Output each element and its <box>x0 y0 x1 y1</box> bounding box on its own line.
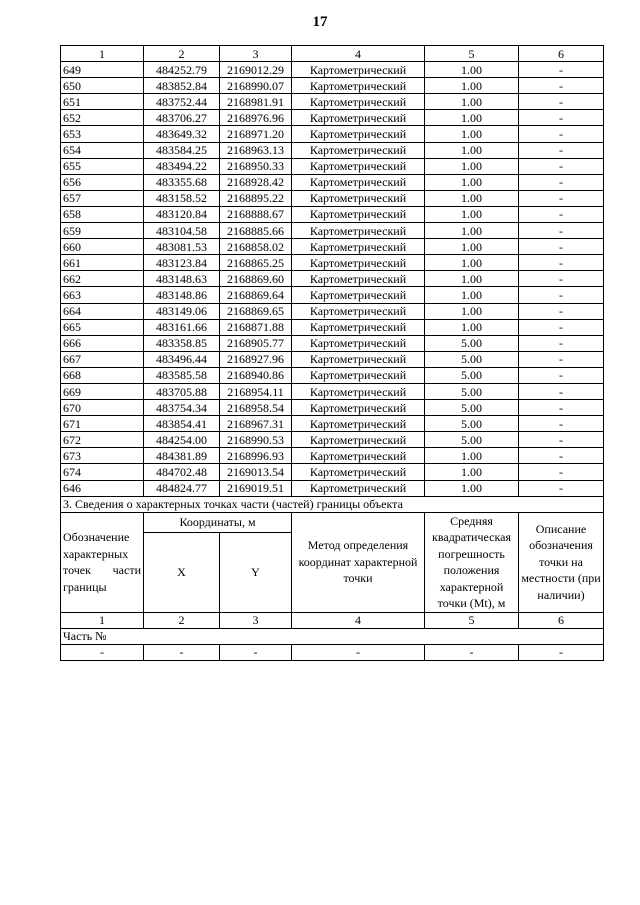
table-cell: 1.00 <box>425 319 519 335</box>
boundary-points-table <box>60 45 604 661</box>
table-cell: - <box>519 335 604 351</box>
table-cell: 654 <box>61 142 144 158</box>
table-cell: Картометрический <box>292 416 425 432</box>
table-row <box>61 383 604 399</box>
table-cell: - <box>519 62 604 78</box>
point-label-header: Обозначение характерных точек части границы <box>61 512 144 612</box>
table-cell: 667 <box>61 351 144 367</box>
table-cell: - <box>519 255 604 271</box>
part-number-row <box>61 628 604 644</box>
table-cell: 483584.25 <box>144 142 220 158</box>
table-cell: Картометрический <box>292 126 425 142</box>
table-cell: - <box>519 367 604 383</box>
table-cell: - <box>519 319 604 335</box>
table-cell: 2168871.88 <box>220 319 292 335</box>
table-cell: 484252.79 <box>144 62 220 78</box>
empty-data-row <box>61 644 604 660</box>
table-row <box>61 223 604 239</box>
table-cell: 483104.58 <box>144 223 220 239</box>
table-row <box>61 62 604 78</box>
table-cell: 661 <box>61 255 144 271</box>
table-cell: 2169012.29 <box>220 62 292 78</box>
table-cell: 674 <box>61 464 144 480</box>
part-number-label: Часть № <box>61 628 604 644</box>
table-cell: 669 <box>61 383 144 399</box>
table-cell: 659 <box>61 223 144 239</box>
table-cell: - <box>519 126 604 142</box>
table-cell: Картометрический <box>292 271 425 287</box>
table-cell: Картометрический <box>292 464 425 480</box>
table-cell: 483754.34 <box>144 400 220 416</box>
table-cell: - <box>519 158 604 174</box>
table-cell: - <box>519 480 604 496</box>
table-cell: 483854.41 <box>144 416 220 432</box>
table-cell: 649 <box>61 62 144 78</box>
table-cell: 2168869.60 <box>220 271 292 287</box>
table-cell: - <box>519 206 604 222</box>
table-cell: Картометрический <box>292 158 425 174</box>
table-cell: 483123.84 <box>144 255 220 271</box>
table-row <box>61 126 604 142</box>
table-cell: 483355.68 <box>144 174 220 190</box>
column-number: 3 <box>220 46 292 62</box>
table-cell: 1.00 <box>425 174 519 190</box>
table-cell: 656 <box>61 174 144 190</box>
table-cell: Картометрический <box>292 142 425 158</box>
table-cell: 1.00 <box>425 94 519 110</box>
table-cell: 2168990.53 <box>220 432 292 448</box>
table-cell: Картометрический <box>292 239 425 255</box>
table-row <box>61 239 604 255</box>
table-cell: 666 <box>61 335 144 351</box>
table-cell: 658 <box>61 206 144 222</box>
table-cell: Картометрический <box>292 351 425 367</box>
table-cell: - <box>519 142 604 158</box>
table-cell: Картометрический <box>292 206 425 222</box>
table-body <box>61 46 604 497</box>
column-number: 5 <box>425 612 519 628</box>
table-cell: 483358.85 <box>144 335 220 351</box>
table-cell: 2169019.51 <box>220 480 292 496</box>
table-cell: 5.00 <box>425 416 519 432</box>
table-cell: - <box>61 644 144 660</box>
section-title-row <box>61 496 604 512</box>
table-cell: 2168954.11 <box>220 383 292 399</box>
table-cell: 5.00 <box>425 367 519 383</box>
table-cell: 655 <box>61 158 144 174</box>
table-cell: 483149.06 <box>144 303 220 319</box>
table-cell: Картометрический <box>292 319 425 335</box>
table-cell: 484824.77 <box>144 480 220 496</box>
table-cell: 670 <box>61 400 144 416</box>
table-cell: 657 <box>61 190 144 206</box>
table-cell: 2168888.67 <box>220 206 292 222</box>
table-cell: 2168869.65 <box>220 303 292 319</box>
table-cell: 483752.44 <box>144 94 220 110</box>
column-number: 3 <box>220 612 292 628</box>
table-cell: 5.00 <box>425 383 519 399</box>
column-number: 2 <box>144 46 220 62</box>
description-header: Описание обозначения точки на местности (при наличии) <box>519 512 604 612</box>
table-cell: 1.00 <box>425 464 519 480</box>
table-cell: 2168895.22 <box>220 190 292 206</box>
column-number: 2 <box>144 612 220 628</box>
table-cell: 665 <box>61 319 144 335</box>
table-cell: 2168990.07 <box>220 78 292 94</box>
table-cell: - <box>519 110 604 126</box>
table-cell: 483161.66 <box>144 319 220 335</box>
table-cell: 1.00 <box>425 62 519 78</box>
table-cell: 2168971.20 <box>220 126 292 142</box>
table-cell: 1.00 <box>425 287 519 303</box>
table-cell: - <box>519 190 604 206</box>
accuracy-header: Средняя квадратическая погрешность положения характерной точки (Mt), м <box>425 512 519 612</box>
table-cell: 2168885.66 <box>220 223 292 239</box>
table-cell: Картометрический <box>292 255 425 271</box>
table-cell: 1.00 <box>425 303 519 319</box>
table-cell: 2168967.31 <box>220 416 292 432</box>
table-cell: 2168905.77 <box>220 335 292 351</box>
table-cell: Картометрический <box>292 78 425 94</box>
table-row <box>61 480 604 496</box>
column-number: 1 <box>61 46 144 62</box>
table-cell: - <box>519 239 604 255</box>
table-cell: 483705.88 <box>144 383 220 399</box>
table-row <box>61 319 604 335</box>
table-row <box>61 142 604 158</box>
table-cell: 1.00 <box>425 206 519 222</box>
table-cell: Картометрический <box>292 383 425 399</box>
table-cell: 663 <box>61 287 144 303</box>
table-cell: - <box>519 287 604 303</box>
table-cell: 651 <box>61 94 144 110</box>
table-cell: 484381.89 <box>144 448 220 464</box>
table-cell: - <box>519 432 604 448</box>
table-cell: - <box>519 94 604 110</box>
table-cell: - <box>220 644 292 660</box>
table-cell: 646 <box>61 480 144 496</box>
table-cell: 652 <box>61 110 144 126</box>
table-cell: 5.00 <box>425 351 519 367</box>
x-header: X <box>144 532 220 612</box>
table-cell: 672 <box>61 432 144 448</box>
coordinates-header: Координаты, м <box>144 512 292 532</box>
table-cell: 2168963.13 <box>220 142 292 158</box>
table-cell: Картометрический <box>292 448 425 464</box>
table-cell: 1.00 <box>425 158 519 174</box>
column-number: 6 <box>519 612 604 628</box>
table-cell: - <box>519 383 604 399</box>
table-cell: - <box>519 174 604 190</box>
section-title: 3. Сведения о характерных точках части (частей) границы объекта <box>61 496 604 512</box>
table-cell: 2168940.86 <box>220 367 292 383</box>
table-cell: - <box>425 644 519 660</box>
table-cell: Картометрический <box>292 62 425 78</box>
table-cell: 660 <box>61 239 144 255</box>
table-cell: 2168927.96 <box>220 351 292 367</box>
table-row <box>61 335 604 351</box>
table-cell: 483120.84 <box>144 206 220 222</box>
table-cell: 2168958.54 <box>220 400 292 416</box>
table-cell: - <box>144 644 220 660</box>
table-cell: - <box>519 400 604 416</box>
column-number: 5 <box>425 46 519 62</box>
table-cell: Картометрический <box>292 335 425 351</box>
table-row <box>61 190 604 206</box>
table-cell: 1.00 <box>425 448 519 464</box>
table-cell: Картометрический <box>292 94 425 110</box>
table-row <box>61 158 604 174</box>
table-row <box>61 271 604 287</box>
section-number-row <box>61 612 604 628</box>
table-cell: - <box>519 303 604 319</box>
table-cell: - <box>519 416 604 432</box>
column-number: 4 <box>292 612 425 628</box>
table-cell: - <box>519 78 604 94</box>
table-cell: 483706.27 <box>144 110 220 126</box>
section-header-row-1 <box>61 512 604 532</box>
table-cell: 1.00 <box>425 239 519 255</box>
table-cell: - <box>292 644 425 660</box>
table-cell: 2169013.54 <box>220 464 292 480</box>
table-cell: 2168996.93 <box>220 448 292 464</box>
table-cell: - <box>519 464 604 480</box>
table-cell: - <box>519 223 604 239</box>
table-row <box>61 367 604 383</box>
table-cell: 1.00 <box>425 142 519 158</box>
table-row <box>61 448 604 464</box>
table-cell: 483585.58 <box>144 367 220 383</box>
table-cell: 1.00 <box>425 110 519 126</box>
table-row <box>61 255 604 271</box>
table-cell: 483496.44 <box>144 351 220 367</box>
table-cell: Картометрический <box>292 432 425 448</box>
table-cell: 483494.22 <box>144 158 220 174</box>
table-cell: 2168865.25 <box>220 255 292 271</box>
table-cell: - <box>519 351 604 367</box>
table-cell: 5.00 <box>425 400 519 416</box>
y-header: Y <box>220 532 292 612</box>
table-cell: 1.00 <box>425 255 519 271</box>
table-cell: 1.00 <box>425 78 519 94</box>
table-cell: 650 <box>61 78 144 94</box>
column-number: 6 <box>519 46 604 62</box>
table-cell: 662 <box>61 271 144 287</box>
table-cell: 483081.53 <box>144 239 220 255</box>
table-cell: - <box>519 271 604 287</box>
table-cell: 483649.32 <box>144 126 220 142</box>
table-cell: Картометрический <box>292 400 425 416</box>
column-number: 1 <box>61 612 144 628</box>
table-row <box>61 94 604 110</box>
table-cell: 671 <box>61 416 144 432</box>
table-cell: 483158.52 <box>144 190 220 206</box>
table-cell: Картометрический <box>292 174 425 190</box>
table-row <box>61 287 604 303</box>
table-cell: 484254.00 <box>144 432 220 448</box>
table-cell: 1.00 <box>425 190 519 206</box>
table-cell: 668 <box>61 367 144 383</box>
table-row <box>61 110 604 126</box>
table-cell: 2168858.02 <box>220 239 292 255</box>
table-cell: 2168869.64 <box>220 287 292 303</box>
table-cell: Картометрический <box>292 480 425 496</box>
table-cell: 2168981.91 <box>220 94 292 110</box>
table-cell: 653 <box>61 126 144 142</box>
table-cell: 1.00 <box>425 480 519 496</box>
table-cell: Картометрический <box>292 367 425 383</box>
table-cell: - <box>519 644 604 660</box>
page-number: 17 <box>312 14 328 30</box>
table-row <box>61 464 604 480</box>
table-row <box>61 400 604 416</box>
table-cell: 484702.48 <box>144 464 220 480</box>
table-cell: Картометрический <box>292 287 425 303</box>
table-cell: 2168976.96 <box>220 110 292 126</box>
table-row <box>61 432 604 448</box>
table-cell: 2168928.42 <box>220 174 292 190</box>
table-cell: 664 <box>61 303 144 319</box>
table-row <box>61 303 604 319</box>
section3-body <box>61 496 604 660</box>
table-cell: 1.00 <box>425 126 519 142</box>
table-row <box>61 416 604 432</box>
table-cell: 5.00 <box>425 432 519 448</box>
table-cell: 483852.84 <box>144 78 220 94</box>
table-row <box>61 351 604 367</box>
table-cell: Картометрический <box>292 190 425 206</box>
column-number-row <box>61 46 604 62</box>
table-cell: Картометрический <box>292 303 425 319</box>
table-row <box>61 206 604 222</box>
table-cell: 1.00 <box>425 271 519 287</box>
table-cell: 673 <box>61 448 144 464</box>
table-cell: 2168950.33 <box>220 158 292 174</box>
table-cell: Картометрический <box>292 223 425 239</box>
table-cell: Картометрический <box>292 110 425 126</box>
table-cell: - <box>519 448 604 464</box>
table-cell: 483148.63 <box>144 271 220 287</box>
table-cell: 1.00 <box>425 223 519 239</box>
table-cell: 483148.86 <box>144 287 220 303</box>
table-row <box>61 174 604 190</box>
table-cell: 5.00 <box>425 335 519 351</box>
table-row <box>61 78 604 94</box>
column-number: 4 <box>292 46 425 62</box>
method-header: Метод определения координат характерной точки <box>292 512 425 612</box>
